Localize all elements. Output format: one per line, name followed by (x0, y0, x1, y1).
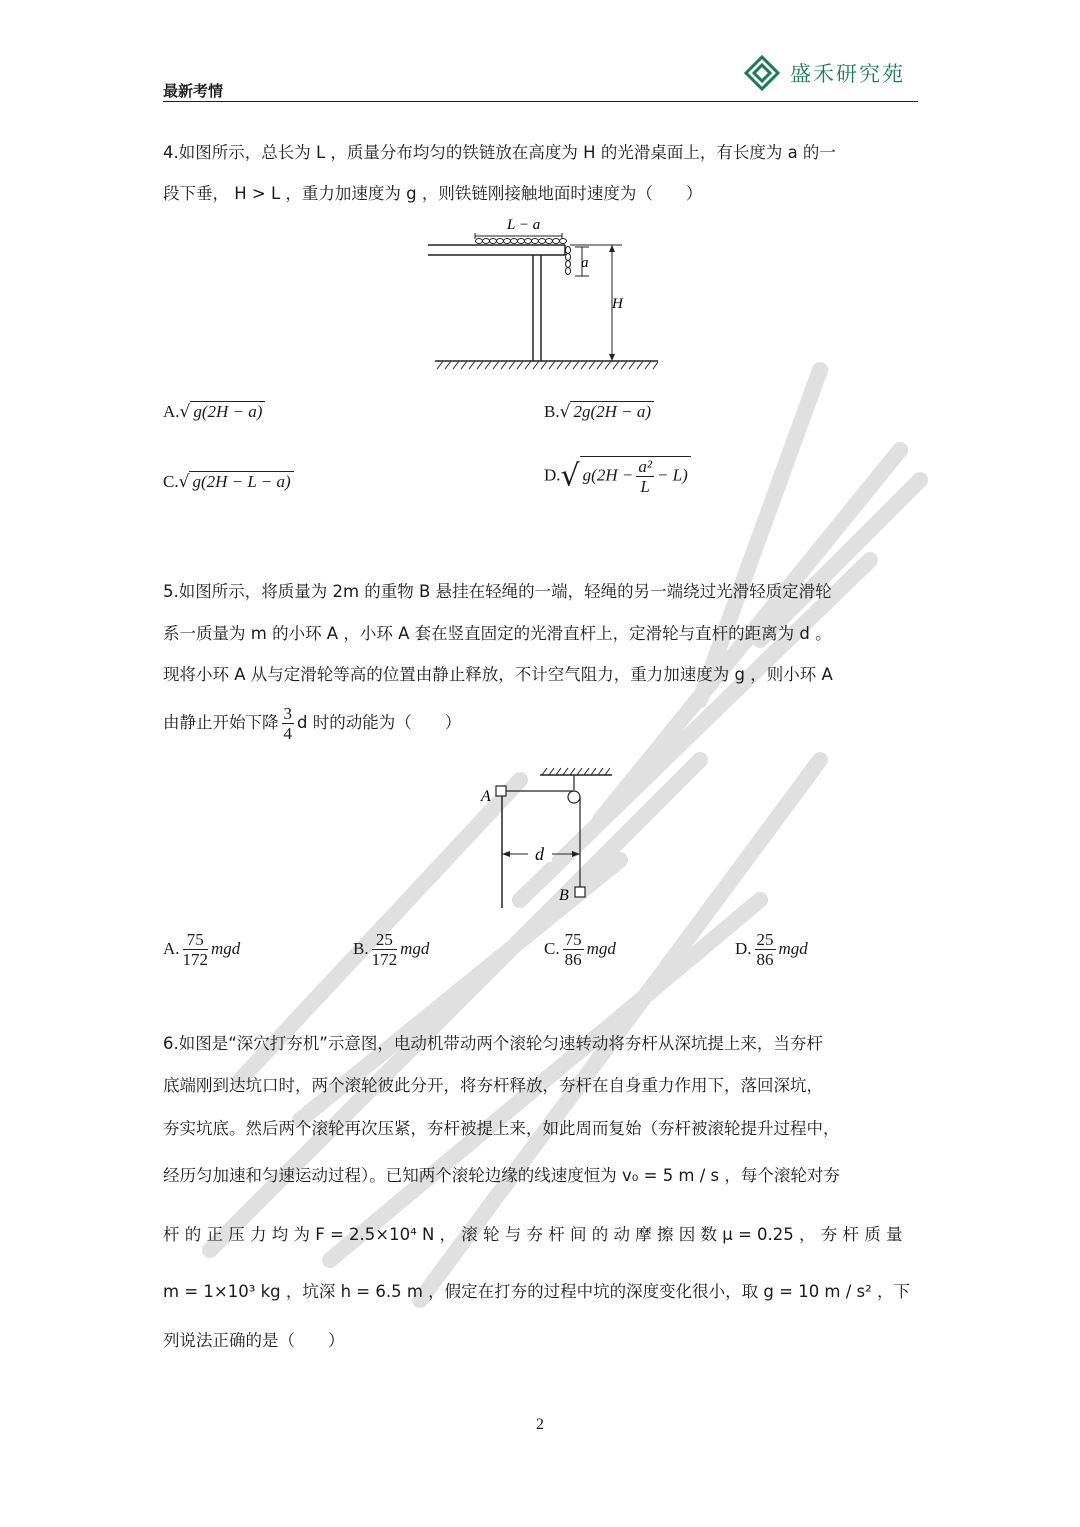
label-B: B (559, 887, 569, 904)
ceiling-hatch (542, 768, 610, 775)
q4-option-D-label: D. (544, 465, 561, 485)
q5-option-B-unit: mgd (400, 939, 430, 958)
logo-text: 盛禾研究苑 (790, 62, 905, 86)
label-L-minus-a: L − a (507, 217, 541, 233)
q5-option-D-unit: mgd (778, 939, 808, 958)
q4-option-C-expr: g(2H − L − a) (189, 471, 293, 491)
q4-text-line2: 段下垂， H > L ，重力加速度为 g ，则铁链刚接触地面时速度为（ ） (163, 184, 703, 203)
q5-option-A[interactable] (163, 930, 240, 969)
q6-text-line2: 底端刚到达坑口时，两个滚轮彼此分开，将夯杆释放，夯杆在自身重力作用下，落回深坑， (163, 1076, 823, 1095)
q4-option-D-den: L (640, 477, 650, 496)
weight-B (575, 887, 585, 897)
q5-option-C-num: 75 (564, 930, 582, 949)
q5-option-D[interactable] (735, 930, 808, 969)
pulley-icon (568, 791, 580, 803)
ground-hatch (437, 361, 658, 369)
label-d: d (535, 844, 544, 864)
q5-option-B-den: 172 (371, 950, 398, 969)
q5-text-line3: 现将小环 A 从与定滑轮等高的位置由静止释放，不计空气阻力，重力加速度为 g ，则小环 A (163, 665, 833, 684)
q4-option-B[interactable] (544, 402, 654, 422)
q4-option-B-label: B. (544, 402, 560, 421)
q4-option-D-num: a² (638, 457, 652, 476)
header-rule (163, 101, 918, 102)
q5-line4-post: d 时的动能为（ ） (297, 713, 462, 732)
sqrt-icon: √ (559, 402, 571, 422)
q4-option-A[interactable] (163, 402, 265, 422)
dim-d-arrow-left (502, 851, 510, 857)
q5-option-C-fraction (563, 930, 584, 969)
q5-option-A-label: A. (163, 939, 180, 958)
q4-text-line1: 4.如图所示，总长为 L ，质量分布均匀的铁链放在高度为 H 的光滑桌面上，有长度为 a 的一 (163, 143, 836, 162)
page-number: 2 (536, 1416, 544, 1433)
q5-option-C[interactable] (544, 930, 616, 969)
q6-text-line7: 列说法正确的是（ ） (163, 1331, 345, 1350)
q5-option-B[interactable] (353, 930, 429, 969)
q5-option-A-num: 75 (183, 930, 209, 950)
sqrt-icon: √ (178, 472, 190, 492)
sqrt-icon: √ (179, 402, 191, 422)
q5-option-C-unit: mgd (586, 939, 616, 958)
q4-option-D-radicand (580, 456, 691, 496)
q4-option-C-label: C. (163, 472, 179, 491)
q5-option-B-fraction (372, 930, 398, 969)
chain-horizontal (476, 239, 567, 244)
dim-H-arrow-bottom (609, 354, 615, 361)
q5-option-C-label: C. (544, 939, 560, 958)
q4-option-D[interactable] (544, 456, 691, 496)
q4-option-D-post: − L) (656, 465, 688, 485)
q5-option-D-label: D. (735, 939, 752, 958)
q4-option-C[interactable] (163, 472, 294, 492)
q4-option-D-fraction (636, 457, 654, 496)
q6-text-line5: 杆 的 正 压 力 均 为 F = 2.5×10⁴ N ， 滚 轮 与 夯 杆 间 的 动 摩 擦 因 数 μ = 0.25 ， 夯 杆 质 量 (163, 1225, 903, 1244)
q5-option-A-den: 172 (182, 950, 209, 969)
chain-hanging (566, 247, 571, 275)
label-a: a (581, 255, 589, 271)
q6-text-line6: m = 1×10³ kg ，坑深 h = 6.5 m ，假定在打夯的过程中坑的深度变化很小，取 g = 10 m / s² ，下 (163, 1282, 911, 1301)
q5-text-line2: 系一质量为 m 的小环 A ，小环 A 套在竖直固定的光滑直杆上，定滑轮与直杆的距离为 d 。 (163, 624, 832, 643)
q5-figure (470, 760, 630, 910)
q5-option-D-fraction (755, 930, 776, 969)
q4-option-D-pre: g(2H − (582, 465, 634, 485)
q5-option-D-den: 86 (756, 950, 774, 969)
q4-option-A-expr: g(2H − a) (190, 401, 265, 421)
q5-line4-pre: 由静止开始下降 (163, 713, 279, 732)
dim-H-arrow-top (609, 245, 615, 252)
q5-option-B-label: B. (353, 939, 369, 958)
ring-A (496, 786, 506, 796)
sqrt-icon: √ (560, 458, 580, 494)
section-title: 最新考情 (163, 82, 224, 100)
q5-option-C-den: 86 (564, 950, 582, 969)
q5-fraction (282, 704, 295, 743)
q5-frac-den: 4 (283, 724, 292, 743)
q4-figure (425, 214, 665, 384)
q5-text-line1: 5.如图所示，将质量为 2m 的重物 B 悬挂在轻绳的一端，轻绳的另一端绕过光滑轻质定滑轮 (163, 582, 832, 601)
q6-text-line4: 经历匀加速和匀速运动过程）。已知两个滚轮边缘的线速度恒为 v₀ = 5 m / s ，每个滚轮对夯 (163, 1166, 840, 1185)
q6-text-line3: 夯实坑底。然后两个滚轮再次压紧，夯杆被提上来，如此周而复始（夯杆被滚轮提升过程中， (163, 1119, 840, 1138)
q5-option-B-num: 25 (372, 930, 398, 950)
q4-option-A-label: A. (163, 402, 180, 421)
dim-d-arrow-right (572, 851, 580, 857)
q5-frac-num: 3 (283, 704, 292, 723)
q5-option-A-unit: mgd (211, 939, 241, 958)
label-H: H (612, 296, 623, 312)
label-A: A (481, 788, 491, 805)
q6-text-line1: 6.如图是“深穴打夯机”示意图，电动机带动两个滚轮匀速转动将夯杆从深坑提上来，当夯杆 (163, 1034, 823, 1053)
q5-text-line4 (163, 704, 923, 743)
q4-option-B-expr: 2g(2H − a) (570, 401, 654, 421)
q5-option-D-num: 25 (756, 930, 774, 949)
q5-option-A-fraction (183, 930, 209, 969)
